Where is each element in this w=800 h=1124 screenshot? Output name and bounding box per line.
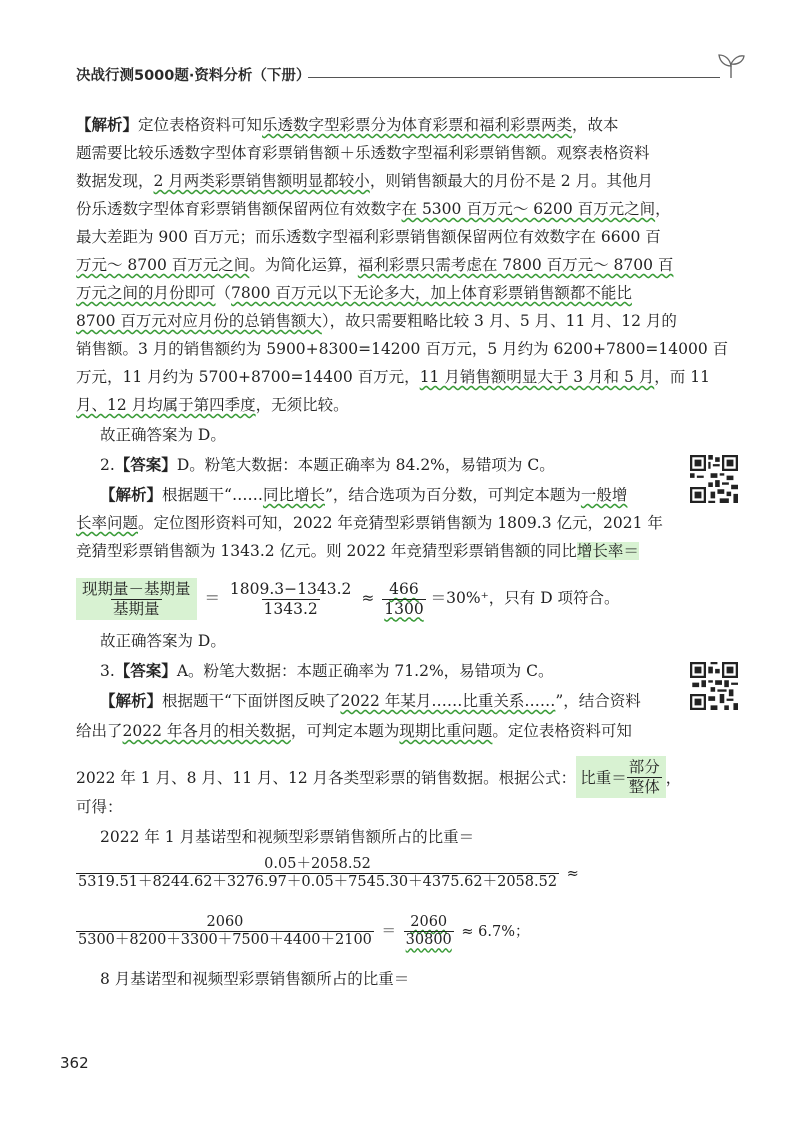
underlined-text: 一般增	[580, 486, 628, 504]
underlined-text: 乐透数字型彩票分为体育彩票和福利彩票两类	[262, 116, 573, 134]
fraction-numerator: 0.05＋2058.52	[264, 856, 371, 872]
q3-result-formula	[76, 914, 533, 950]
page-header	[76, 64, 756, 88]
fraction-numerator: 2060	[206, 914, 244, 930]
text-span: 数据发现，	[76, 172, 154, 190]
fraction	[76, 914, 374, 950]
text-span: ，可判定本题为	[290, 722, 400, 740]
formula-label: 比重＝	[580, 769, 627, 788]
underlined-text: 8700 百万元对应月份的总销售额大	[76, 312, 322, 330]
fraction	[228, 580, 353, 618]
header-rule	[308, 77, 720, 78]
text-span: 。定位表格资料可知	[492, 722, 632, 740]
fraction	[404, 914, 454, 950]
text-span: ，而 11	[654, 368, 710, 386]
growth-rate-formula	[76, 578, 197, 620]
answer-text: A。粉笔大数据：本题正确率为 71.2%，易错项为 C。	[176, 662, 554, 680]
header-title: 决战行测5000题·资料分析（下册）	[76, 68, 311, 84]
q2-answer: 故正确答案为 D。	[100, 632, 226, 650]
question-number: 3.	[100, 662, 115, 680]
answer-tag: 【答案】	[114, 661, 177, 680]
q2-line-3	[76, 540, 639, 562]
approx-sign: ≈	[566, 865, 579, 882]
fraction-denominator: 整体	[628, 777, 660, 796]
text-span: 根据题干“……	[162, 486, 263, 504]
text-span: ，故本	[572, 116, 619, 134]
highlighted-text: 增长率＝	[576, 542, 639, 560]
q3-line-2	[76, 720, 632, 742]
text-span: ，	[665, 769, 682, 788]
result-text: ＝30%⁺，只有 D 项符合。	[430, 589, 620, 608]
fraction-numerator: 部分	[628, 758, 660, 776]
answer-text: D。粉笔大数据：本题正确率为 84.2%，易错项为 C。	[176, 456, 555, 474]
underlined-text: 11 月销售额明显大于 3 月和 5 月	[419, 368, 655, 386]
p1-answer: 故正确答案为 D。	[100, 426, 226, 444]
p1-line-11	[76, 394, 349, 416]
p1-line-5: 最大差距为 900 百万元；而乐透数字型福利彩票销售额保留两位有效数字在 6600 百	[76, 228, 661, 246]
underlined-text: 2 月两类彩票销售额明显都较小	[153, 172, 370, 190]
text-span: 。定位图形资料可知，2022 年竞猜型彩票销售额为 1809.3 亿元，2021 年	[138, 514, 663, 532]
p1-line-6	[76, 254, 673, 276]
text-span: ”，结合选项为百分数，可判定本题为	[324, 486, 581, 504]
fraction-numerator: 466	[389, 580, 419, 598]
result-text: ≈ 6.7%；	[461, 923, 530, 940]
text-span: 根据题干“下面饼图反映了	[162, 692, 341, 710]
fraction-numerator: 2060	[410, 914, 448, 930]
underlined-text: 万元之间的月份即可	[76, 284, 216, 302]
text-span: 定位表格资料可知	[138, 116, 263, 134]
q2-line-2	[76, 512, 663, 534]
equals-sign: ＝	[204, 589, 220, 608]
fraction-denominator: 基期量	[113, 599, 160, 618]
q2-answer-line	[100, 454, 555, 476]
fraction-denominator: 5300＋8200＋3300＋7500＋4400＋2100	[78, 932, 372, 949]
text-span: 万元，11 月约为 5700+8700=14400 百万元，	[76, 368, 420, 386]
text-span: 竞猜型彩票销售额为 1343.2 亿元。则 2022 年竞猜型彩票销售额的同比	[76, 542, 577, 560]
analysis-tag: 【解析】	[76, 115, 139, 134]
fraction	[382, 580, 425, 618]
text-span: ”，结合资料	[555, 692, 641, 710]
underlined-text: 万元～ 8700 百万元之间	[76, 256, 250, 274]
analysis-tag: 【解析】	[100, 691, 163, 710]
underlined-text: 7800 百万元以下无论多大，加上体育彩票销售额都不能比	[231, 284, 632, 302]
underlined-text: 2022 年各月的相关数据	[122, 722, 291, 740]
p1-line-8	[76, 310, 677, 332]
fraction-denominator: 5319.51＋8244.62＋3276.97＋0.05＋7545.30＋4375.62＋2058.52	[78, 874, 558, 891]
fraction-denominator: 30800	[405, 932, 452, 949]
p1-line-7	[76, 282, 632, 304]
text-span: （	[215, 284, 232, 302]
underlined-text: 2022 年某月……比重关系……	[340, 692, 556, 710]
q3-line-4: 可得：	[76, 798, 123, 816]
fraction-numerator: 现期量－基期量	[82, 580, 191, 598]
text-span: 份乐透数字型体育彩票销售额保留两位有效数字	[76, 200, 402, 218]
q3-answer-line	[100, 660, 553, 682]
q2-formula	[76, 578, 620, 620]
underlined-text: 同比增长	[262, 486, 325, 504]
page-number: 362	[60, 1054, 89, 1072]
fraction	[627, 758, 662, 796]
fraction	[76, 856, 559, 892]
text-span: 给出了	[76, 722, 123, 740]
equals-sign: ＝	[381, 923, 397, 940]
fraction-numerator: 1809.3−1343.2	[229, 580, 352, 598]
q3-line-6: 8 月基诺型和视频型彩票销售额所占的比重＝	[100, 970, 410, 988]
proportion-formula	[576, 756, 666, 798]
question-number: 2.	[100, 456, 115, 474]
fraction-denominator: 1300	[384, 599, 424, 618]
underlined-text: 福利彩票只需考虑在 7800 百万元～ 8700 百	[357, 256, 674, 274]
p1-line-10	[76, 366, 710, 388]
q3-line-5: 2022 年 1 月基诺型和视频型彩票销售额所占的比重＝	[100, 828, 475, 846]
analysis-tag: 【解析】	[100, 485, 163, 504]
q3-line-3	[76, 756, 681, 798]
p1-line-3	[76, 170, 653, 192]
q2-line-1	[100, 484, 627, 506]
p1-line-4	[76, 198, 671, 220]
qr-code-icon	[690, 455, 738, 503]
text-span: ），故只需要粗略比较 3 月、5 月、11 月、12 月的	[321, 312, 677, 330]
q3-big-fraction	[76, 856, 582, 892]
underlined-text: 月、12 月均属于第四季度	[76, 396, 256, 414]
approx-sign: ≈	[361, 589, 375, 608]
fraction-denominator: 1343.2	[263, 599, 318, 618]
qr-code-icon	[690, 662, 738, 710]
underlined-text: 现期比重问题	[399, 722, 493, 740]
text-span: 2022 年 1 月、8 月、11 月、12 月各类型彩票的销售数据。根据公式：	[76, 769, 577, 788]
text-span: ，则销售额最大的月份不是 2 月。其他月	[369, 172, 654, 190]
q3-line-1	[100, 690, 641, 712]
underlined-text: 在 5300 百万元～ 6200 百万元之间	[401, 200, 656, 218]
p1-line-2: 题需要比较乐透数字型体育彩票销售额＋乐透数字型福利彩票销售额。观察表格资料	[76, 144, 650, 162]
text-span: 。为简化运算，	[249, 256, 358, 274]
text-span: ，	[655, 200, 671, 218]
answer-tag: 【答案】	[114, 455, 177, 474]
p1-line-9: 销售额。3 月的销售额约为 5900+8300=14200 百万元，5 月约为 6200+7800=14000 百	[76, 340, 729, 358]
underlined-text: 长率问题	[76, 514, 139, 532]
sprout-icon	[716, 50, 746, 80]
p1-line-1	[76, 114, 619, 136]
text-span: ，无须比较。	[255, 396, 349, 414]
